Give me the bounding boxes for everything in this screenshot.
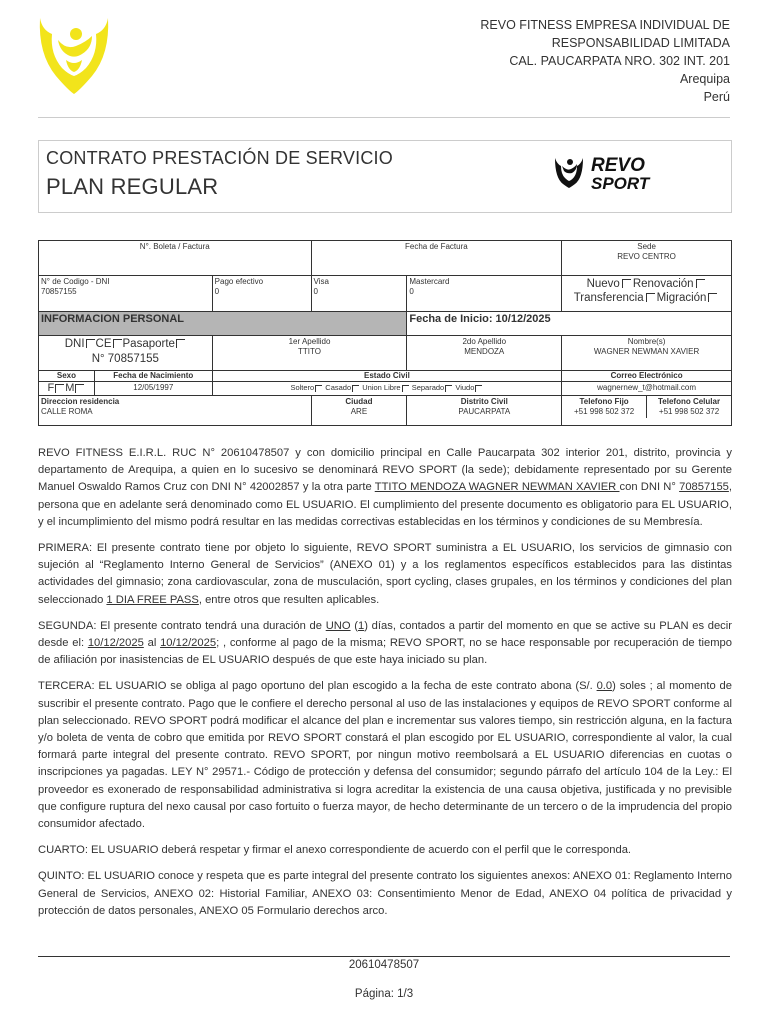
sede-label: Sede	[637, 242, 656, 251]
tipo-cliente-cell	[562, 276, 732, 312]
visa-value: 0	[313, 287, 318, 296]
info-personal-header: INFORMACION PERSONAL	[39, 312, 407, 336]
visa-label: Visa	[313, 277, 329, 286]
paragraph-primera: PRIMERA: El presente contrato tiene por objeto lo siguiente, REVO SPORT suministra a EL USUARIO, los servicios de gimnasio con sujeción al “Reglamento Interno General de Servicios” (ANEXO 01) y a los reglamentos específicos establecidos para las distintas actividades del gimnasio; zona cardiovascular, zona de musculación, sport cycling, clases grupales, en los términos y condiciones del plan seleccionado 1 DIA FREE PASS, entre otros que resulten aplicables.	[38, 542, 732, 606]
sexo-f-label: F	[47, 382, 55, 394]
client-data-table	[38, 240, 732, 426]
separado-label: Separado	[411, 383, 445, 392]
ce-checkbox[interactable]	[113, 339, 122, 348]
footer-ruc: 20610478507	[348, 959, 420, 971]
renovacion-label: Renovación	[632, 278, 694, 290]
apellido1-cell	[212, 336, 407, 371]
ce-label: CE	[95, 338, 112, 350]
migracion-label: Migración	[656, 292, 707, 304]
contract-title: CONTRATO PRESTACIÓN DE SERVICIO	[46, 148, 393, 168]
codigo-label: N° de Codigo - DNI	[41, 277, 110, 286]
boleta-label: N°. Boleta / Factura	[139, 242, 210, 251]
sport-text: SPORT	[591, 174, 650, 192]
contract-body	[38, 445, 732, 929]
apellido2-cell	[407, 336, 562, 371]
nombres-label: Nombre(s)	[627, 337, 666, 346]
sexo-label: Sexo	[39, 371, 95, 382]
sede-cell	[562, 241, 732, 276]
pago-value: 0	[214, 287, 220, 296]
soltero-label: Soltero	[290, 383, 315, 392]
ciudad-cell	[311, 396, 407, 426]
paragraph-quinto: QUINTO: EL USUARIO conoce y respeta que es parte integral del presente contrato los siguientes anexos: ANEXO 01: Reglamento Interno General de Servicios, ANEXO 02: Historial Familiar, ANEXO 03: Consentimiento Menor de Edad, ANEXO 04 política de privacidad y protección de datos personales, ANEXO 05 Formulario derechos arco.	[38, 870, 732, 917]
direccion-label: Direccion residencia	[41, 397, 120, 406]
casado-label: Casado	[325, 383, 352, 392]
apellido2-value: MENDOZA	[464, 347, 505, 356]
viudo-checkbox[interactable]	[475, 385, 482, 392]
duration-number: 1	[358, 619, 365, 632]
apellido2-label: 2do Apellido	[462, 337, 507, 346]
paragraph-tercera: TERCERA: EL USUARIO se obliga al pago oportuno del plan escogido a la fecha de este contrato abona (S/. 0.0) soles ; al momento de suscribir el presente contrato. Pago que le confiere el derecho personal al uso de las instalaciones y equipos de REVO SPORT conforme al plan seleccionado. REVO SPORT podrá modificar el alcance del plan e incrementar sus valores tiempo, sin restricción alguna, en la factura y/o boleta de venta de cobro que emitida por REVO SPORT constará el plan escogido por EL USUARIO, correspondiente al valor, la cual formará parte integral del presente contrato. REVO SPORT, por ningun motivo reembolsará a EL USUARIO diferencias en cuotas o inscripciones ya pagadas. LEY N° 29571.- Código de protección y defensa del consumidor; segundo párrafo del artículo 104 de la Ley.: El proveedor es exonerado de responsabilidad administrativa si logra acreditar la existencia de una causa objetiva, justificada y no previsible que configure ruptura del nexo causal por caso fortuito o fuerza mayor, de hecho determinante de un tercero o de la imprudencia del propio consumidor afectado.	[38, 680, 732, 831]
revo-sport-logo	[553, 152, 685, 192]
sexo-cell	[39, 382, 95, 396]
sede-value: REVO CENTRO	[617, 252, 676, 261]
fecha-factura-label: Fecha de Factura	[404, 242, 468, 251]
codigo-value: 70857155	[41, 287, 77, 296]
direccion-cell	[39, 396, 312, 426]
distrito-label: Distrito Civil	[460, 397, 508, 406]
payment-amount: 0.0	[596, 680, 613, 693]
celular-label: Telefono Celular	[657, 397, 721, 406]
client-dni: 70857155	[679, 481, 729, 494]
apellido1-value: TTITO	[298, 347, 321, 356]
fijo-label: Telefono Fijo	[579, 397, 629, 406]
fecha-inicio: Fecha de Inicio: 10/12/2025	[407, 312, 732, 336]
documento-cell	[39, 336, 213, 371]
casado-checkbox[interactable]	[352, 385, 359, 392]
union-libre-checkbox[interactable]	[402, 385, 409, 392]
nacimiento-label: Fecha de Nacimiento	[94, 371, 212, 382]
celular-value: +51 998 502 372	[658, 407, 720, 416]
mastercard-label: Mastercard	[409, 277, 450, 286]
pasaporte-checkbox[interactable]	[176, 339, 185, 348]
renovacion-checkbox[interactable]	[696, 279, 705, 288]
estado-civil-label: Estado Civil	[212, 371, 562, 382]
mastercard-value: 0	[409, 287, 414, 296]
company-line: Perú	[703, 90, 730, 104]
telefonos-cell	[562, 396, 732, 426]
paragraph-segunda: SEGUNDA: El presente contrato tendrá una duración de UNO (1) días, contados a partir del momento en que se active su PLAN es decir desde el: 10/12/2025 al 10/12/2025; , conforme al pago de la misma; REVO SPORT, no se hace responsable por recuperación de tiempo de afiliación por inasistencias de EL USUARIO después de que este haya iniciado su plan.	[38, 619, 732, 667]
revo-text: REVO	[591, 155, 645, 176]
footer-divider	[38, 956, 730, 957]
ciudad-value: ARE	[350, 407, 368, 416]
paragraph-cuarto: CUARTO: EL USUARIO deberá respetar y firmar el anexo correspondiente de acuerdo con el perfil que le corresponda.	[38, 844, 632, 857]
header-divider	[38, 117, 730, 118]
transferencia-label: Transferencia	[573, 292, 644, 304]
mastercard-cell	[407, 276, 562, 312]
viudo-label: Viudo	[455, 383, 475, 392]
estado-civil-options	[212, 382, 562, 396]
ciudad-label: Ciudad	[345, 397, 373, 406]
dni-checkbox[interactable]	[86, 339, 95, 348]
union-libre-label: Union Libre	[362, 383, 401, 392]
pasaporte-label: Pasaporte	[122, 338, 175, 350]
separado-checkbox[interactable]	[445, 385, 452, 392]
visa-cell	[311, 276, 407, 312]
correo-value: wagnernew_t@hotmail.com	[562, 382, 732, 396]
codigo-cell	[39, 276, 213, 312]
fecha-factura-cell	[311, 241, 562, 276]
company-line: RESPONSABILIDAD LIMITADA	[551, 36, 730, 50]
apellido1-label: 1er Apellido	[288, 337, 331, 346]
company-address	[410, 16, 730, 106]
end-date: 10/12/2025	[160, 637, 217, 650]
correo-label: Correo Electrónico	[562, 371, 732, 382]
nacimiento-value: 12/05/1997	[94, 382, 212, 396]
direccion-value: CALLE ROMA	[41, 407, 93, 416]
numero-documento: N° 70857155	[91, 353, 159, 365]
nuevo-label: Nuevo	[586, 278, 620, 290]
boleta-cell	[39, 241, 312, 276]
plan-title: PLAN REGULAR	[46, 174, 219, 199]
distrito-cell	[407, 396, 562, 426]
plan-name: 1 DIA FREE PASS	[106, 593, 199, 606]
dni-label: DNI	[64, 338, 85, 350]
pago-label: Pago efectivo	[214, 277, 264, 286]
sexo-m-checkbox[interactable]	[75, 384, 84, 393]
revo-fitness-logo	[36, 14, 112, 96]
company-line: CAL. PAUCARPATA NRO. 302 INT. 201	[509, 54, 730, 68]
paragraph-intro: REVO FITNESS E.I.R.L. RUC N° 20610478507 y con domicilio principal en Calle Paucarpata 302 interior 201, distrito, provincia y departamento de Arequipa, a quien en lo sucesivo se denominará REVO SPORT (la sede); debidamente representado por su Gerente Manuel Oswaldo Ramos Cruz con DNI N° 42002857 y la otra parte TTITO MENDOZA WAGNER NEWMAN XAVIER con DNI N° 70857155, persona que en adelante será denominado como EL USUARIO. El cumplimiento del presente documento es obligatorio para EL USUARIO, y el incumplimiento del mismo podrá resultar en las medidas correctivas establecidas en los términos y condiciones de su Membresía.	[38, 447, 732, 528]
fijo-value: +51 998 502 372	[573, 407, 635, 416]
page-number: Página: 1/3	[354, 988, 414, 1000]
telefono-celular	[647, 396, 731, 418]
company-line: Arequipa	[679, 72, 730, 86]
sexo-f-checkbox[interactable]	[55, 384, 64, 393]
nombres-cell	[562, 336, 732, 371]
pago-cell	[212, 276, 311, 312]
start-date: 10/12/2025	[87, 637, 144, 650]
telefono-fijo	[562, 396, 647, 418]
company-line: REVO FITNESS EMPRESA INDIVIDUAL DE	[480, 18, 730, 32]
transferencia-checkbox[interactable]	[646, 293, 655, 302]
sexo-m-label: M	[65, 382, 75, 394]
duration-word: UNO	[325, 619, 351, 632]
nombres-value: WAGNER NEWMAN XAVIER	[593, 347, 700, 356]
migracion-checkbox[interactable]	[708, 293, 717, 302]
nuevo-checkbox[interactable]	[622, 279, 631, 288]
client-name: TTITO MENDOZA WAGNER NEWMAN XAVIER	[374, 481, 620, 494]
soltero-checkbox[interactable]	[315, 385, 322, 392]
distrito-value: PAUCARPATA	[458, 407, 511, 416]
title-box	[38, 140, 732, 213]
